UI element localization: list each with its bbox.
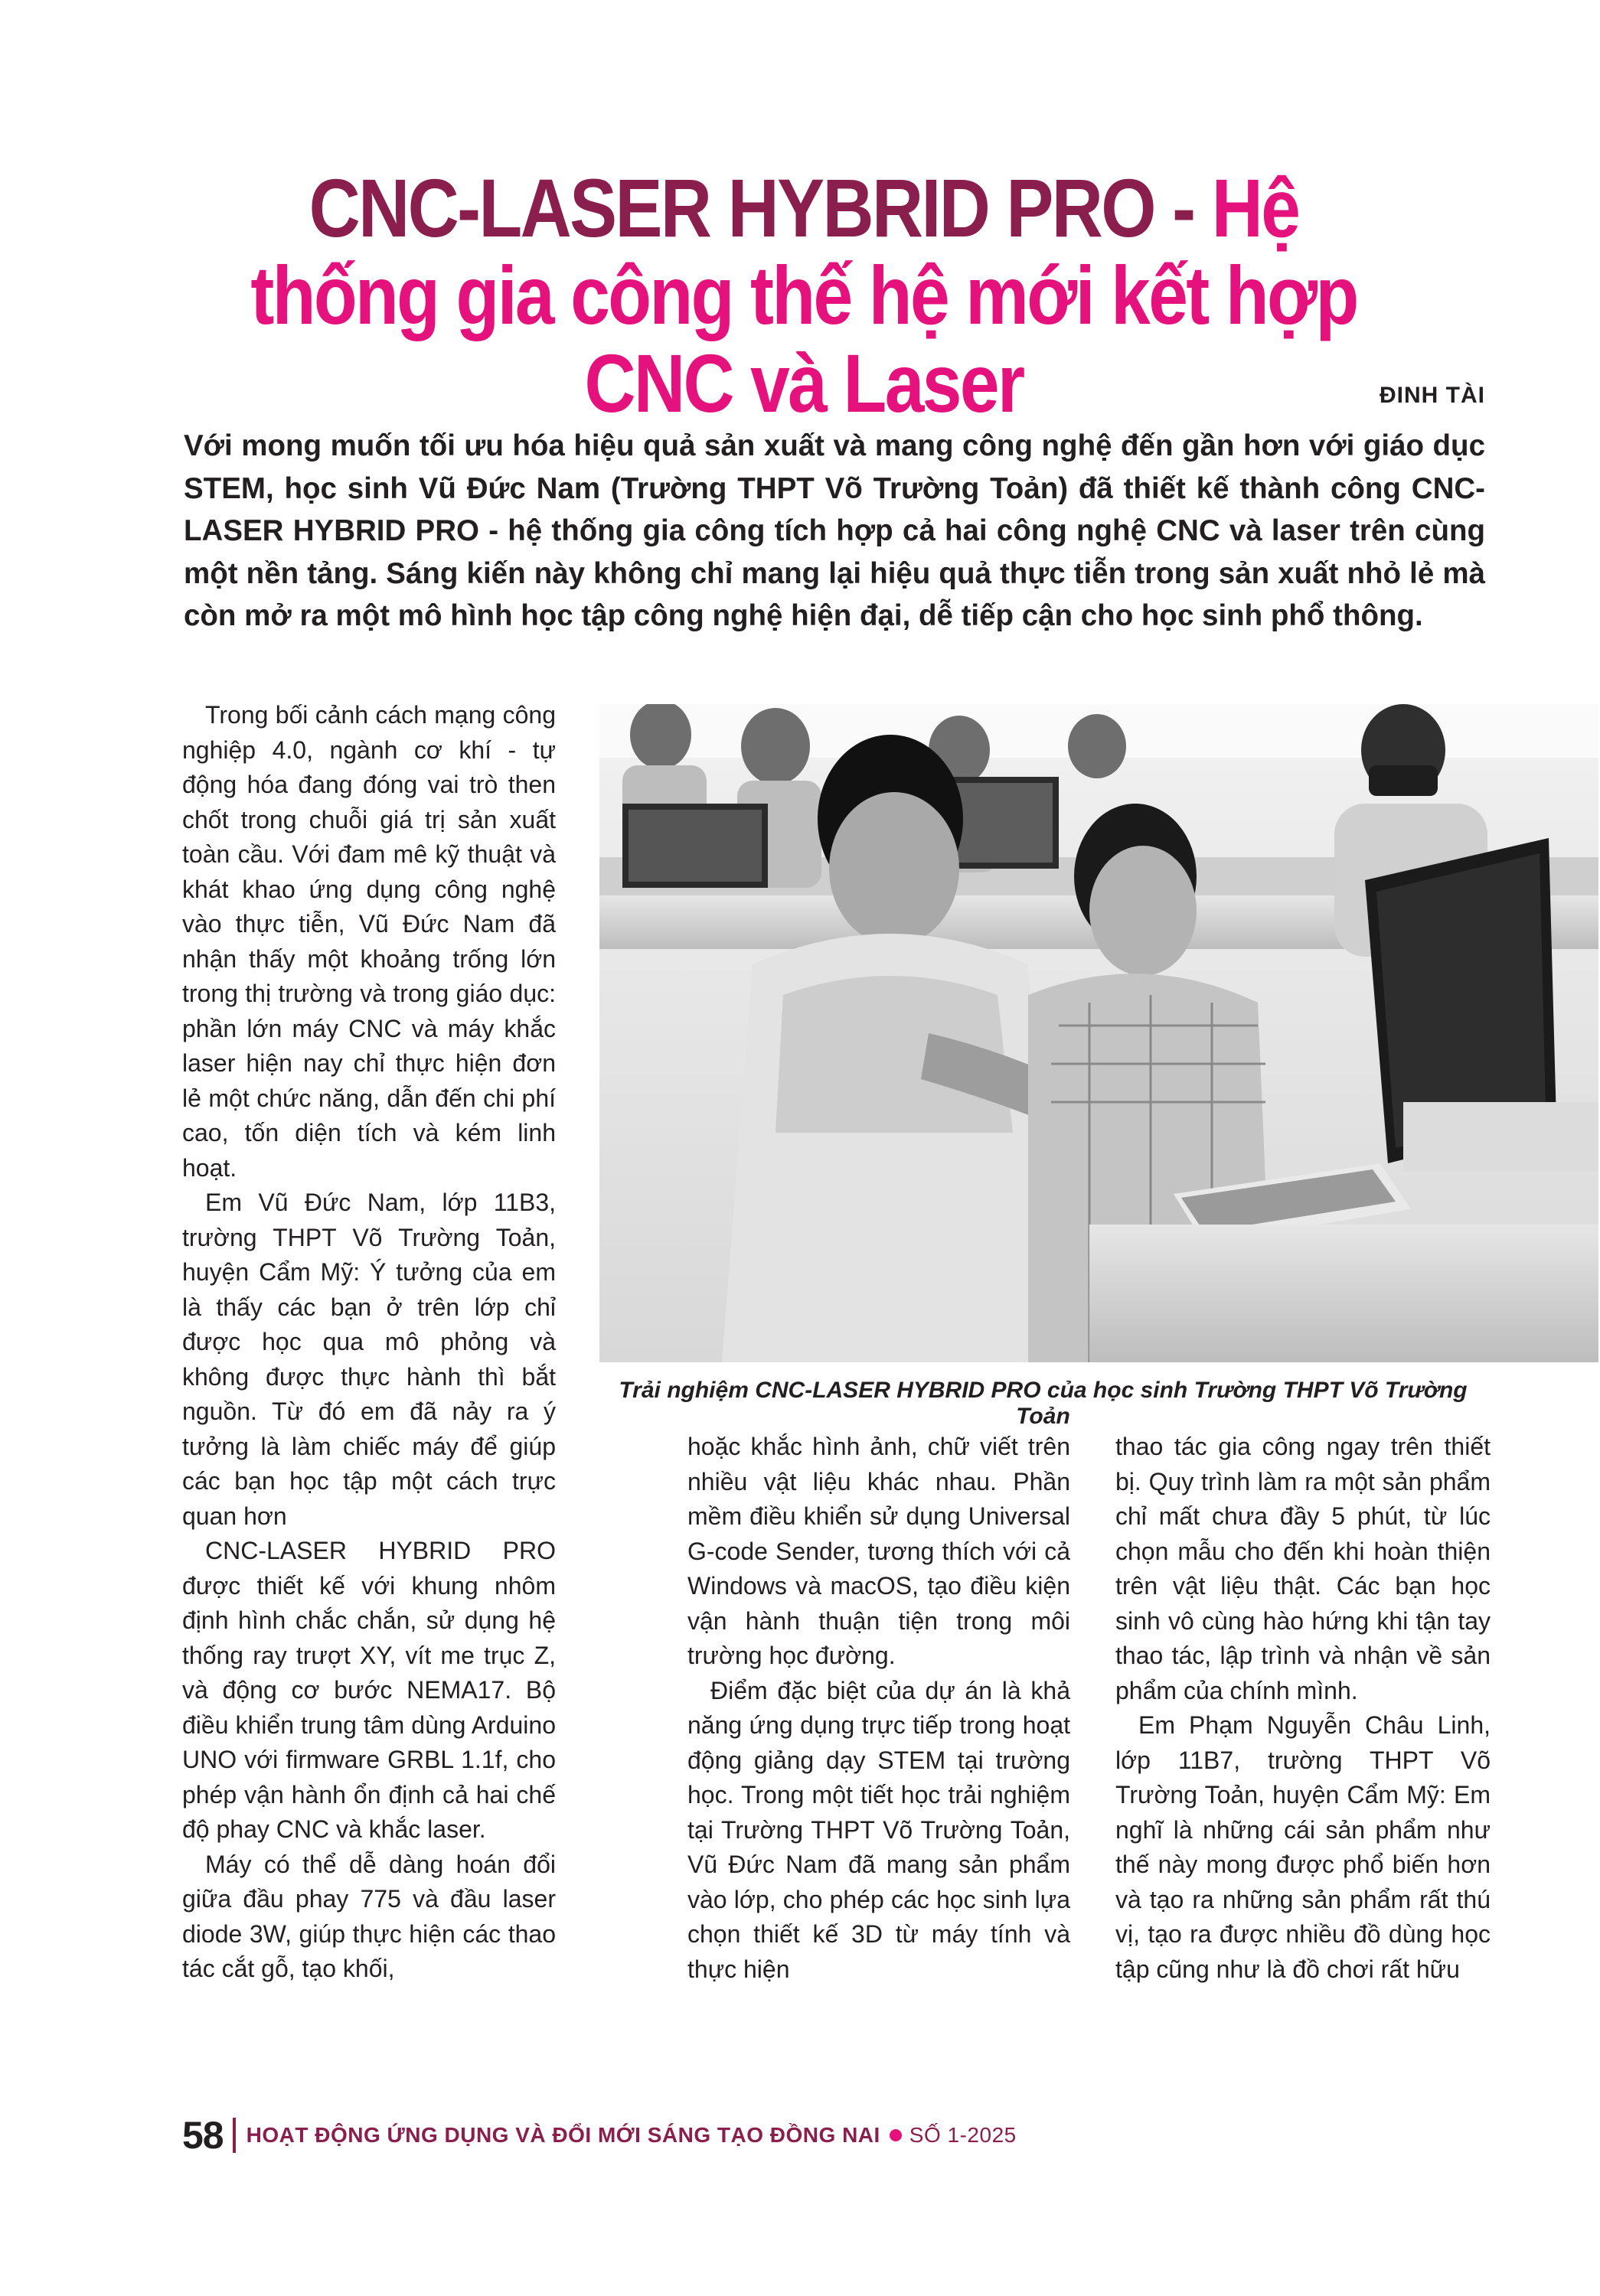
body-paragraph: Em Phạm Nguyễn Châu Linh, lớp 11B7, trường THPT Võ Trường Toản, huyện Cẩm Mỹ: Em nghĩ là những cái sản phẩm như thế này mong được phổ biến hơn và tạo ra những sản phẩm rất thú vị, tạo ra được nhiều đồ dùng học tập cũng như là đồ chơi rất hữu — [1115, 1711, 1491, 1983]
body-paragraph: Trong bối cảnh cách mạng công nghiệp 4.0, ngành cơ khí - tự động hóa đang đóng vai trò then chốt trong chuỗi giá trị sản xuất toàn cầu. Với đam mê kỹ thuật và khát khao ứng dụng công nghệ vào thực tiễn, Vũ Đức Nam đã nhận thấy một khoảng trống lớn trong thị trường và trong giáo dục: phần lớn máy CNC và máy khắc laser hiện nay chỉ thực hiện đơn lẻ một chức năng, dẫn đến chi phí cao, tốn diện tích và kém linh hoạt. — [182, 701, 556, 1182]
page-footer — [182, 2112, 1017, 2158]
photo-caption: Trải nghiệm CNC-LASER HYBRID PRO của học sinh Trường THPT Võ Trường Toản — [619, 1378, 1468, 1429]
body-paragraph: CNC-LASER HYBRID PRO được thiết kế với khung nhôm định hình chắc chắn, sử dụng hệ thống ray trượt XY, vít me trục Z, và động cơ bước NEMA17. Bộ điều khiển trung tâm dùng Arduino UNO với firmware GRBL 1.1f, cho phép vận hành ổn định cả hai chế độ phay CNC và khắc laser. — [182, 1537, 556, 1843]
article-photo — [599, 704, 1598, 1362]
article-title — [211, 161, 1396, 429]
issue-number: SỐ 1-2025 — [909, 2123, 1017, 2147]
body-paragraph: Điểm đặc biệt của dự án là khả năng ứng dụng trực tiếp trong hoạt động giảng dạy STEM tại trường học. Trong một tiết học trải nghiệm tại Trường THPT Võ Trường Toản, Vũ Đức Nam đã mang sản phẩm vào lớp, cho phép các học sinh lựa chọn thiết kế 3D từ máy tính và thực hiện — [687, 1676, 1070, 1983]
body-paragraph: hoặc khắc hình ảnh, chữ viết trên nhiều vật liệu khác nhau. Phần mềm điều khiển sử dụng Universal G-code Sender, tương thích với cả Windows và macOS, tạo điều kiện vận hành thuận tiện trong môi trường học đường. — [687, 1433, 1070, 1669]
title-part-2: Hệ thống gia công thế hệ mới kết hợp CNC và Laser — [250, 161, 1357, 429]
author-byline: ĐINH TÀI — [1380, 383, 1485, 408]
title-part-1: CNC-LASER HYBRID PRO - — [309, 161, 1212, 254]
footer-divider — [233, 2118, 236, 2153]
classroom-photo-illustration — [599, 704, 1598, 1362]
bullet-dot-icon — [890, 2129, 902, 2141]
body-paragraph: Em Vũ Đức Nam, lớp 11B3, trường THPT Võ Trường Toản, huyện Cẩm Mỹ: Ý tưởng của em là thấy các bạn ở trên lớp chỉ được học qua mô phỏng và không được thực hành thì bắt nguồn. Từ đó em đã nảy ra ý tưởng là làm chiếc máy để giúp các bạn học tập một cách trực quan hơn — [182, 1189, 556, 1530]
body-paragraph: Máy có thể dễ dàng hoán đổi giữa đầu phay 775 và đầu laser diode 3W, giúp thực hiện các thao tác cắt gỗ, tạo khối, — [182, 1850, 556, 1982]
text-column-1 — [182, 698, 556, 1987]
text-column-2 — [687, 1430, 1070, 1987]
text-column-3 — [1115, 1430, 1491, 1987]
magazine-name: HOẠT ĐỘNG ỨNG DỤNG VÀ ĐỔI MỚI SÁNG TẠO ĐỒNG NAI — [246, 2123, 880, 2147]
body-paragraph: thao tác gia công ngay trên thiết bị. Quy trình làm ra một sản phẩm chỉ mất chưa đầy 5 phút, từ lúc chọn mẫu cho đến khi hoàn thiện trên vật liệu thật. Các bạn học sinh vô cùng hào hứng khi tận tay thao tác, lập trình và nhận về sản phẩm của chính mình. — [1115, 1433, 1491, 1704]
page-number: 58 — [182, 2114, 224, 2157]
lead-paragraph: Với mong muốn tối ưu hóa hiệu quả sản xuất và mang công nghệ đến gần hơn với giáo dục STEM, học sinh Vũ Đức Nam (Trường THPT Võ Trường Toản) đã thiết kế thành công CNC-LASER HYBRID PRO - hệ thống gia công tích hợp cả hai công nghệ CNC và laser trên cùng một nền tảng. Sáng kiến này không chỉ mang lại hiệu quả thực tiễn trong sản xuất nhỏ lẻ mà còn mở ra một mô hình học tập công nghệ hiện đại, dễ tiếp cận cho học sinh phổ thông. — [184, 429, 1485, 632]
